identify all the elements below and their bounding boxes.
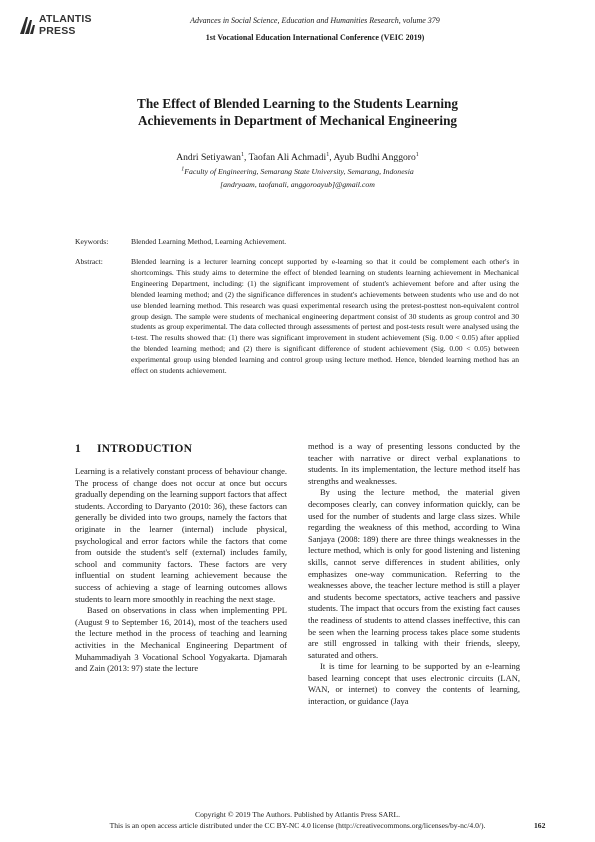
atlantis-logo-icon	[18, 14, 36, 36]
abstract-label: Abstract:	[75, 257, 103, 266]
keywords-text: Blended Learning Method, Learning Achievement.	[131, 237, 287, 246]
paper-title-line2: Achievements in Department of Mechanical Engineering	[137, 113, 458, 128]
publisher-name	[39, 13, 92, 37]
author-affiliation-mark: 1	[415, 151, 419, 158]
section-heading	[75, 442, 192, 455]
author-email: [andryaam, taofanali, anggoroayub]@gmail.com	[220, 180, 375, 189]
body-paragraph: method is a way of presenting lessons conducted by the teacher with narrative or direct verbal explanations to students. In its implementation, the lecture method itself has strengths and weaknesses.	[308, 441, 520, 486]
author-affiliation-mark: 1	[240, 151, 244, 158]
running-header-series: Advances in Social Science, Education and Humanities Research, volume 379	[190, 16, 440, 25]
body-paragraph: Based on observations in class when implementing PPL (August 9 to September 16, 2014), most of the teachers used the lecture method in the process of teaching and learning activities in the Mechanical Engineering Department of Muhammadiyah 3 Vocational School Yogyakarta. Djamarah and Zain (2013: 97) state the lecture	[75, 605, 287, 674]
body-paragraph: It is time for learning to be supported by an e-learning based learning concept that uses electronic circuits (LAN, WAN, or internet) to convey the contents of learning, interaction, or guidance (Jaya	[308, 661, 520, 707]
publisher-name-line2: PRESS	[39, 25, 76, 37]
body-column-right	[308, 441, 520, 708]
author-name: Ayub Budhi Anggoro	[333, 152, 416, 163]
section-title: INTRODUCTION	[97, 442, 193, 455]
author-name: Andri Setiyawan	[176, 152, 241, 163]
body-paragraph: By using the lecture method, the material given decomposes clearly, can convey information quickly, can be used for the number of students and large class sizes. While regarding the weakness of this method, according to Wina Sanjaya (2008: 189) there are three things weaknesses in the lecture method, which is only for good listening and listening skills, cannot serve differences in student abilities, only emphasizes one-way communication. Referring to the weaknesses above, the teacher lecture method is still a player and students become spectators, active teachers and passive students. The impact that occurs from the existing fact causes the readiness of students to attend classes ineffective, this can be seen when the learning process takes place some students are still engrossed in talking with their friends, sleepy, saturated and others.	[308, 487, 520, 660]
keywords-label: Keywords:	[75, 237, 109, 246]
section-number: 1	[75, 442, 81, 455]
author-affiliation-mark: 1	[326, 151, 330, 158]
publisher-logo	[18, 12, 108, 40]
author-list: Andri Setiyawan$^1$, Taofan Ali Achmadi$^1$, Ayub Budhi Anggoro$^1$	[176, 151, 419, 163]
publisher-name-line1: ATLANTIS	[39, 13, 92, 25]
footer-license: This is an open access article distributed under the CC BY-NC 4.0 license (http://creativecommons.org/licenses/by-nc/4.0/).	[109, 821, 486, 830]
affiliation-mark: 1	[181, 166, 185, 173]
page-number: 162	[534, 821, 546, 830]
paper-title	[80, 95, 515, 129]
affiliation-text: Faculty of Engineering, Semarang State University, Semarang, Indonesia	[184, 167, 414, 176]
running-header-conference: 1st Vocational Education International Conference (VEIC 2019)	[205, 33, 425, 42]
footer-copyright: Copyright © 2019 The Authors. Published by Atlantis Press SARL.	[195, 810, 400, 819]
author-name: Taofan Ali Achmadi	[248, 152, 327, 163]
paper-title-line1: The Effect of Blended Learning to the Students Learning	[137, 96, 458, 111]
abstract-text: Blended learning is a lecturer learning concept supported by e-learning so that it could be complement each other's in shortcomings. This study aims to determine the effect of blended learning on students learning achievement in Mechanical Engineering Department, including: (1) the significant improvement of student's achievement before and after using the blended learning method; and (2) the significance differences in student's achievements between students who use and do not use blended learning method. This research was quasi experimental research using the pretest-posttest non-equivalent control group design. The sample were students of mechanical engineering department consist of 30 students as group control and 30 students as group experimental. The data collected through assessments of pertest and post-tests result were analysed using the t-test. The results showed that: (1) there was significant improvement in student achievement (Sig. 0.00 < 0.05) after applied the blended learning method; and (2) there is significant difference of student achievement (Sig. 0.00 < 0.05) between experimental group using blended learning and control group using lecture method. Hence, blended learning method has an effect on students achievement.	[131, 257, 519, 376]
body-paragraph: Learning is a relatively constant process of behaviour change. The process of change does not occur at once but occurs gradually depending on the learning support factors that affect students. According to Daryanto (2010: 36), these factors can generally be divided into two groups, namely the factors that originate in the learner (internal) include physical, psychological and error factors while the factors that come from outside the student's self (external) includes family, school and community factors. These factors are very influential on student learning achievement because the success of achieving a stage of learning outcomes allows students to learn more smoothly in reaching the next stage.	[75, 466, 287, 604]
body-column-left	[75, 466, 287, 675]
affiliation	[80, 167, 515, 176]
